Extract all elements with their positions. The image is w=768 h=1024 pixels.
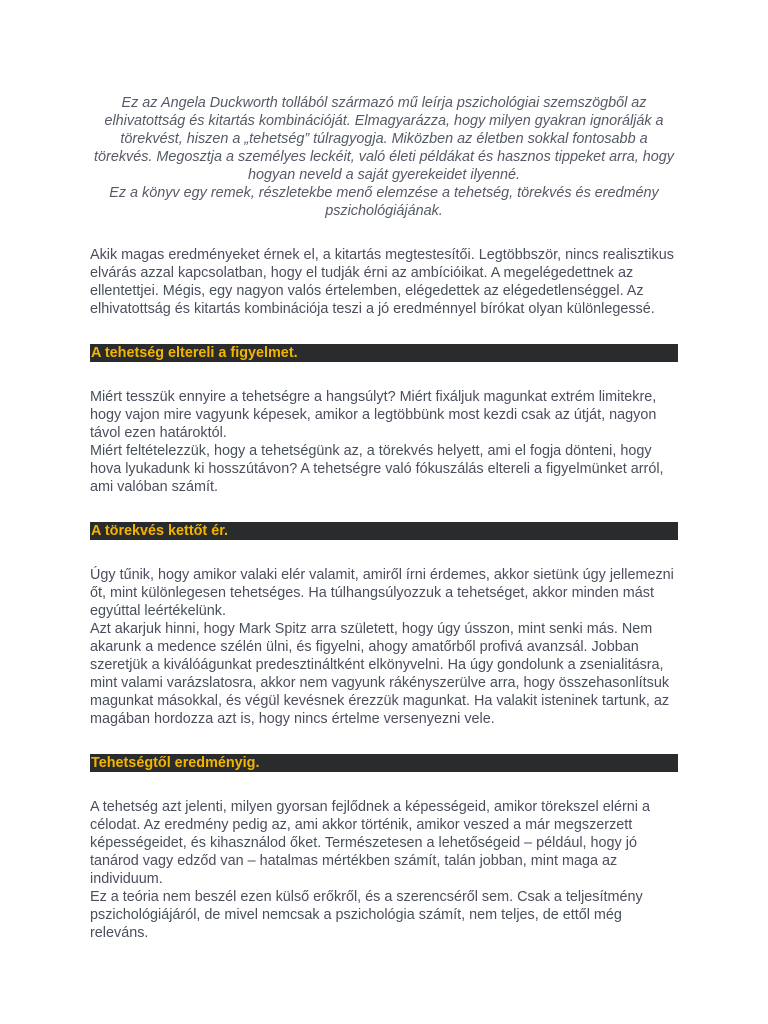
opening-section xyxy=(90,246,678,318)
document-page xyxy=(90,94,678,968)
section-talent-to-achievement xyxy=(90,798,678,942)
section-3-paragraph-1: A tehetség azt jelenti, milyen gyorsan fejlődnek a képességeid, amikor törekszel elérni a célodat. Az eredmény pedig az, ami akkor történik, amikor veszed a már megszerzett képességeidet, és kihasználod őket. Természetesen a lehetőségeid – például, hogy jó tanárod vagy edződ van – hatalmas mértékben számít, talán jobban, mint maga az individuum. xyxy=(90,799,650,887)
section-effort-counts-twice xyxy=(90,566,678,728)
section-2-paragraph-1: Úgy tűnik, hogy amikor valaki elér valamit, amiről írni érdemes, akkor sietünk úgy jellemezni őt, mint különlegesen tehetséges. Ha túlhangsúlyozzuk a tehetséget, akkor minden mást egyúttal leértékelünk. xyxy=(90,567,674,619)
section-heading-talent-distracts: A tehetség eltereli a figyelmet. xyxy=(90,344,678,362)
section-3-paragraph-2: Ez a teória nem beszél ezen külső erőkről, és a szerencséről sem. Csak a teljesítmény pszichológiájáról, de mivel nemcsak a pszichológia számít, nem teljes, de ettől még releváns. xyxy=(90,889,643,941)
section-2-paragraph-2: Azt akarjuk hinni, hogy Mark Spitz arra született, hogy úgy ússzon, mint senki más. Nem akarunk a medence szélén ülni, és figyelni, ahogy amatőrből profivá avanzsál. Jobban szeretjük a kiválóágunkat predesztináltként elkönyvelni. Ha úgy gondolunk a zsenialitásra, mint valami varázslatosra, akkor nem vagyunk rákényszerülve arra, hogy összehasonlítsuk magunkat másokkal, és végül kevésnek érezzük magunkat. Ha valakit isteninek tartunk, az magában hordozza azt is, hogy nincs értelme versenyezni vele. xyxy=(90,621,670,727)
opening-paragraph: Akik magas eredményeket érnek el, a kitartás megtestesítői. Legtöbbször, nincs realisztikus elvárás azzal kapcsolatban, hogy el tudják érni az ambícióikat. A megelégedettnek az ellentettjei. Mégis, egy nagyon valós értelemben, elégedettek az elégedetlenséggel. Az elhivatottság és kitartás kombinációja teszi a jó eredménnyel bírókat olyan különlegessé. xyxy=(90,247,674,317)
intro-paragraph-1: Ez az Angela Duckworth tollából származó mű leírja pszichológiai szemszögből az elhivatottság és kitartás kombinációját. Elmagyarázza, hogy milyen gyakran ignorálják a törekvést, hiszen a „tehetség” túlragyogja. Miközben az életben sokkal fontosabb a törekvés. Megosztja a személyes leckéit, való életi példákat és hasznos tippeket arra, hogy hogyan neveld a saját gyerekeidet ilyenné. xyxy=(94,95,674,183)
section-talent-distracts xyxy=(90,388,678,496)
intro-block xyxy=(90,94,678,220)
section-1-paragraph-1: Miért tesszük ennyire a tehetségre a hangsúlyt? Miért fixáljuk magunkat extrém limitekre, hogy vajon mire vagyunk képesek, amikor a legtöbbünk most kezdi csak az útját, nagyon távol ezen határoktól. xyxy=(90,389,657,441)
intro-paragraph-2: Ez a könyv egy remek, részletekbe menő elemzése a tehetség, törekvés és eredmény pszichológiájának. xyxy=(109,185,659,219)
section-heading-talent-to-achievement: Tehetségtől eredményig. xyxy=(90,754,678,772)
section-1-paragraph-2: Miért feltételezzük, hogy a tehetségünk az, a törekvés helyett, ami el fogja dönteni, hogy hova lyukadunk ki hosszútávon? A tehetségre való fókuszálás eltereli a figyelmünket arról, ami valóban számít. xyxy=(90,443,664,495)
section-heading-effort-counts-twice: A törekvés kettőt ér. xyxy=(90,522,678,540)
